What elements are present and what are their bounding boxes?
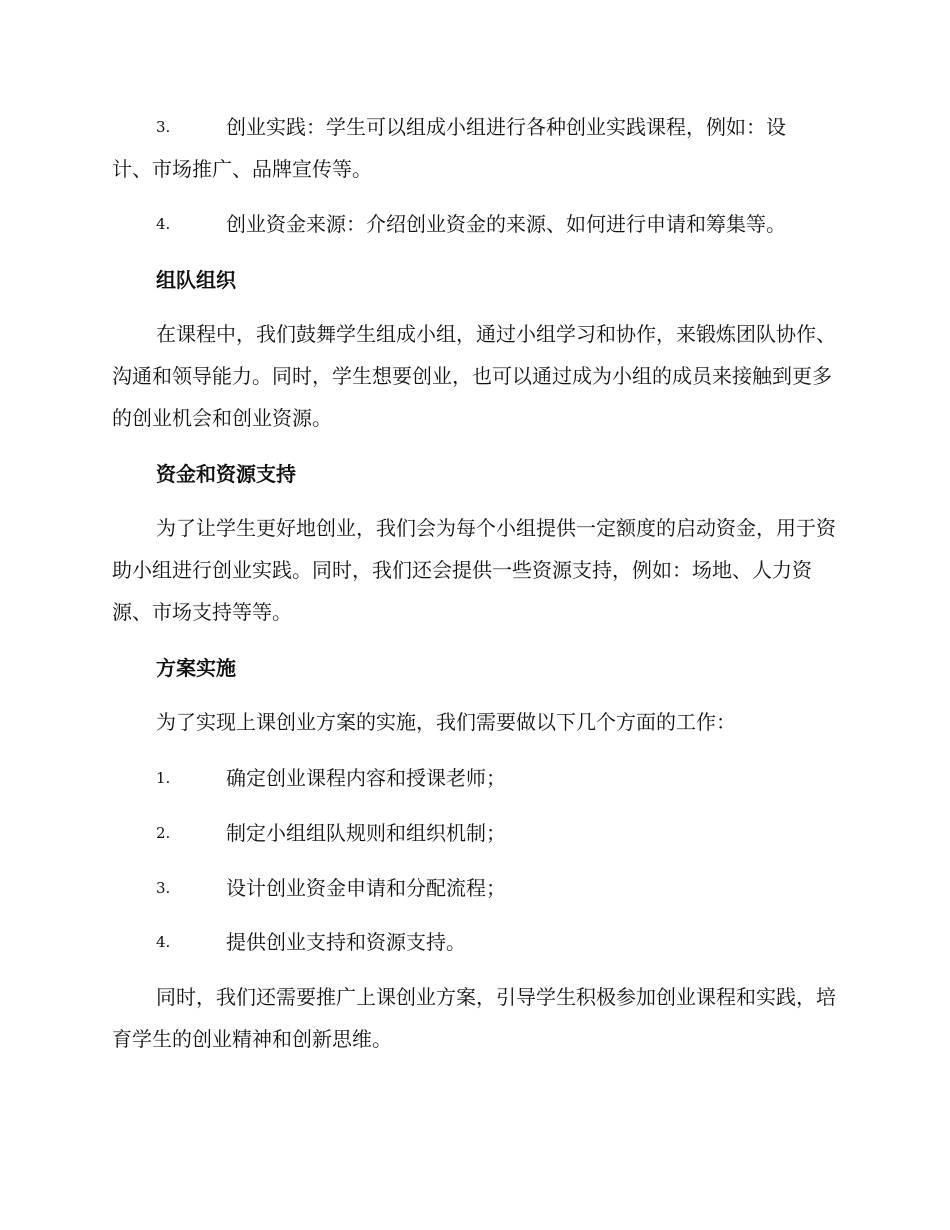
body-paragraph: 同时，我们还需要推广上课创业方案，引导学生积极参加创业课程和实践，培育学生的创业精神和创新思维。: [112, 985, 836, 1051]
list-item-continuation: 计、市场推广、品牌宣传等。: [112, 157, 372, 181]
list-item-text: 制定小组组队规则和组织机制；: [226, 821, 506, 845]
list-number: 3.: [156, 879, 171, 897]
body-paragraph: 在课程中，我们鼓舞学生组成小组，通过小组学习和协作，来锻炼团队协作、沟通和领导能力。同时，学生想要创业，也可以通过成为小组的成员来接触到更多的创业机会和创业资源。: [112, 322, 836, 430]
list-item: [112, 106, 838, 190]
body-paragraph: 为了让学生更好地创业，我们会为每个小组提供一定额度的启动资金，用于资助小组进行创业实践。同时，我们还会提供一些资源支持，例如：场地、人力资源、市场支持等等。: [112, 516, 836, 624]
list-number: 4.: [156, 933, 171, 951]
list-item-text: 设计创业资金申请和分配流程；: [226, 876, 506, 900]
list-number: 1.: [156, 769, 171, 787]
list-number: 3.: [156, 118, 171, 136]
body-paragraph: 为了实现上课创业方案的实施，我们需要做以下几个方面的工作：: [156, 710, 736, 734]
list-item-text: 确定创业课程内容和授课老师；: [226, 766, 506, 790]
list-item: [112, 921, 838, 963]
list-item: [112, 757, 838, 799]
list-item-text: 创业实践：学生可以组成小组进行各种创业实践课程，例如：设: [226, 115, 786, 139]
list-number: 4.: [156, 215, 171, 233]
list-number: 2.: [156, 824, 171, 842]
list-item-text: 提供创业支持和资源支持。: [226, 930, 466, 954]
section-heading: 资金和资源支持: [156, 462, 296, 486]
list-item: [112, 867, 838, 909]
list-item: [112, 203, 838, 245]
list-item: [112, 812, 838, 854]
section-heading: 方案实施: [156, 656, 236, 680]
section-heading: 组队组织: [156, 268, 236, 292]
list-item-text: 创业资金来源：介绍创业资金的来源、如何进行申请和筹集等。: [226, 212, 786, 236]
